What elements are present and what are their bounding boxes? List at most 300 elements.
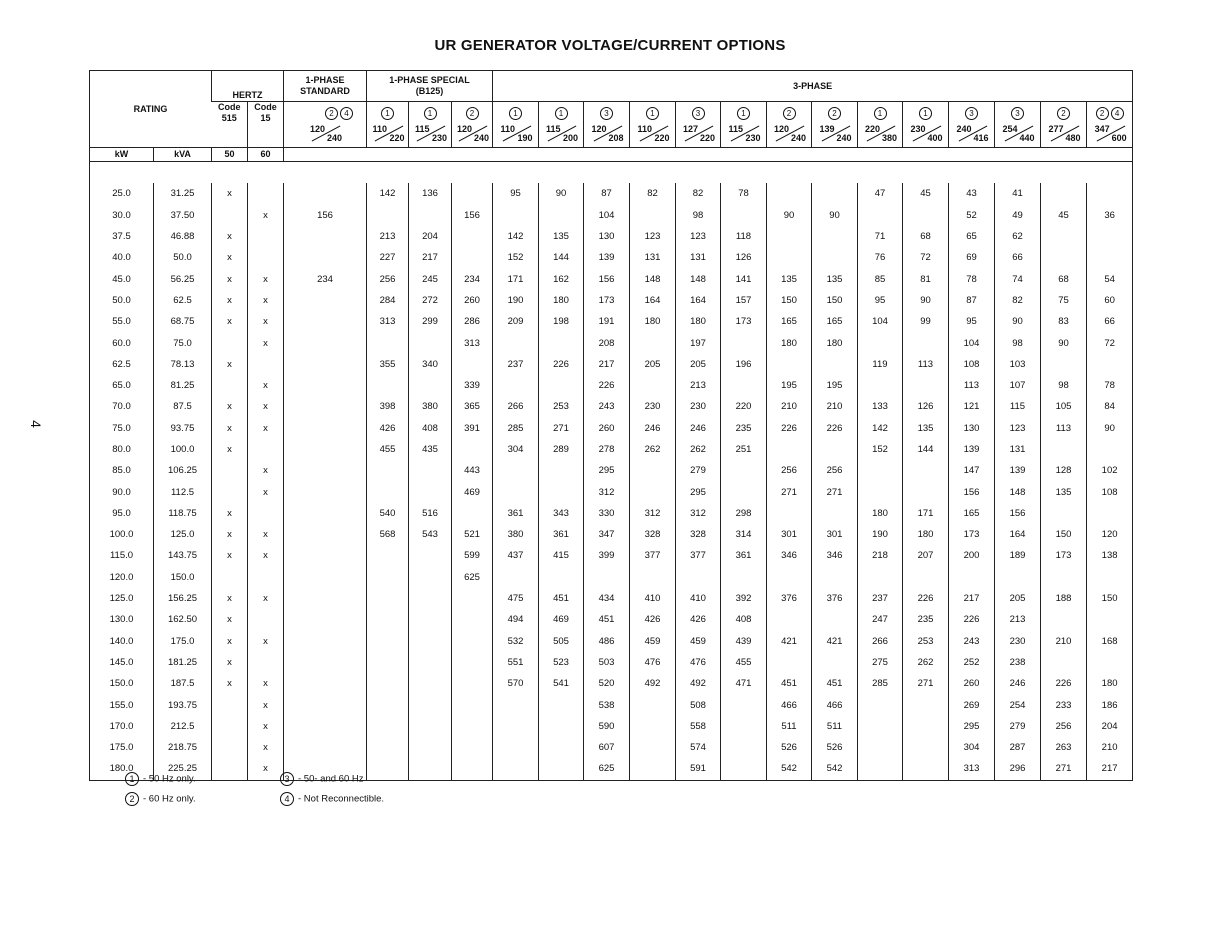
current-cell: 136 — [409, 183, 452, 204]
hertz-cell: x — [248, 524, 284, 545]
voltage-line-to-neutral: 139 — [819, 124, 835, 134]
current-cell: 503 — [584, 652, 630, 673]
current-cell: 541 — [539, 673, 584, 694]
kw-cell: 115.0 — [109, 550, 134, 562]
hertz-cell: x — [248, 545, 284, 566]
current-cell: 237 — [493, 354, 539, 375]
current-cell — [1087, 247, 1133, 268]
current-cell: 226 — [539, 354, 584, 375]
voltage-header — [1041, 124, 1087, 148]
hertz-cell: x — [248, 290, 284, 311]
kva-cell: 212.5 — [154, 716, 212, 737]
current-cell: 365 — [452, 396, 493, 417]
current-cell — [493, 205, 539, 226]
current-cell — [284, 354, 367, 375]
current-cell: 230 — [630, 396, 676, 417]
hertz-cell — [212, 332, 248, 353]
current-cell — [858, 737, 903, 758]
current-cell: 217 — [949, 588, 995, 609]
current-cell: 285 — [493, 418, 539, 439]
current-cell — [812, 247, 858, 268]
hertz-cell — [212, 481, 248, 502]
current-cell — [721, 694, 767, 715]
table-row — [90, 247, 1133, 268]
current-cell: 590 — [584, 716, 630, 737]
current-cell — [452, 439, 493, 460]
hertz-cell: x — [248, 588, 284, 609]
current-cell — [539, 460, 584, 481]
current-cell — [493, 460, 539, 481]
voltage-line-to-neutral: 115 — [415, 124, 430, 134]
current-cell: 191 — [584, 311, 630, 332]
current-cell: 126 — [903, 396, 949, 417]
current-cell: 238 — [995, 652, 1041, 673]
current-cell: 123 — [995, 418, 1041, 439]
current-cell: 459 — [676, 631, 721, 652]
current-cell: 180 — [812, 332, 858, 353]
current-cell: 421 — [812, 631, 858, 652]
current-cell — [1041, 609, 1087, 630]
current-cell: 148 — [676, 268, 721, 289]
hertz-cell — [212, 460, 248, 481]
current-cell: 200 — [949, 545, 995, 566]
current-cell: 245 — [409, 268, 452, 289]
current-cell: 451 — [812, 673, 858, 694]
note-4-icon: 4 — [280, 792, 294, 806]
current-cell: 234 — [284, 268, 367, 289]
current-cell: 262 — [903, 652, 949, 673]
table-row — [90, 503, 1133, 524]
hertz-cell: x — [212, 652, 248, 673]
current-cell: 102 — [1087, 460, 1133, 481]
hertz-cell — [212, 737, 248, 758]
kw-cell: 25.0 — [112, 188, 131, 200]
kw-cell: 130.0 — [109, 614, 134, 626]
voltage-line-to-line: 240 — [836, 133, 852, 143]
current-cell — [367, 545, 409, 566]
current-cell — [721, 375, 767, 396]
hertz-cell — [248, 652, 284, 673]
current-cell: 526 — [812, 737, 858, 758]
current-cell — [539, 567, 584, 588]
current-cell: 104 — [949, 332, 995, 353]
current-cell — [903, 375, 949, 396]
voltage-line-to-neutral: 120 — [310, 124, 326, 134]
current-cell: 133 — [858, 396, 903, 417]
current-cell — [1087, 609, 1133, 630]
hertz-cell: x — [248, 694, 284, 715]
table-row — [90, 481, 1133, 502]
current-cell — [812, 354, 858, 375]
kva-cell: 50.0 — [154, 247, 212, 268]
voltage-line-to-line: 240 — [790, 133, 806, 143]
current-cell — [630, 716, 676, 737]
current-cell — [1041, 503, 1087, 524]
current-cell: 410 — [676, 588, 721, 609]
note-2-icon: 2 — [1096, 107, 1109, 120]
voltage-line-to-neutral: 240 — [956, 124, 972, 134]
current-cell — [812, 609, 858, 630]
hertz-cell: x — [248, 673, 284, 694]
kw-cell: 85.0 — [112, 465, 131, 477]
current-cell — [767, 503, 812, 524]
current-cell: 492 — [630, 673, 676, 694]
kva-cell: 112.5 — [154, 481, 212, 502]
current-cell — [284, 311, 367, 332]
current-cell: 377 — [630, 545, 676, 566]
current-cell: 126 — [721, 247, 767, 268]
kw-cell: 60.0 — [112, 337, 131, 349]
current-cell — [284, 439, 367, 460]
current-cell: 113 — [949, 375, 995, 396]
current-cell — [539, 716, 584, 737]
current-cell: 210 — [812, 396, 858, 417]
kw-cell: 125.0 — [109, 593, 134, 605]
current-cell: 135 — [539, 226, 584, 247]
table-row — [90, 631, 1133, 652]
current-cell: 82 — [995, 290, 1041, 311]
table-row — [90, 716, 1133, 737]
hertz-cell — [212, 567, 248, 588]
current-cell: 226 — [949, 609, 995, 630]
hertz-cell: x — [248, 268, 284, 289]
current-cell — [367, 567, 409, 588]
current-cell — [949, 567, 995, 588]
current-cell: 377 — [676, 545, 721, 566]
table-row — [90, 183, 1133, 204]
kw-cell: 75.0 — [112, 422, 131, 434]
current-cell: 180 — [630, 311, 676, 332]
current-cell: 65 — [949, 226, 995, 247]
hertz-cell — [248, 439, 284, 460]
current-cell: 148 — [630, 268, 676, 289]
current-cell: 130 — [584, 226, 630, 247]
kva-cell: 56.25 — [154, 268, 212, 289]
current-cell: 220 — [721, 396, 767, 417]
current-cell: 508 — [676, 694, 721, 715]
current-cell: 246 — [676, 418, 721, 439]
kw-cell: 70.0 — [112, 401, 131, 413]
current-cell: 607 — [584, 737, 630, 758]
current-cell: 131 — [630, 247, 676, 268]
hertz-cell: x — [212, 311, 248, 332]
note-3-icon: 3 — [600, 107, 613, 120]
kw-cell: 180.0 — [109, 763, 134, 775]
current-cell — [493, 567, 539, 588]
current-cell: 271 — [903, 673, 949, 694]
voltage-header — [767, 124, 812, 148]
current-cell: 210 — [1087, 737, 1133, 758]
current-cell: 68 — [1041, 268, 1087, 289]
current-cell: 83 — [1041, 311, 1087, 332]
current-cell — [1041, 354, 1087, 375]
note-2-icon: 2 — [466, 107, 479, 120]
current-cell — [284, 396, 367, 417]
kw-cell: 62.5 — [112, 358, 131, 370]
current-cell: 542 — [812, 758, 858, 780]
table-row — [90, 545, 1133, 566]
current-cell: 492 — [676, 673, 721, 694]
voltage-line-to-line: 240 — [473, 133, 489, 143]
hertz-cell: x — [212, 673, 248, 694]
current-cell: 113 — [1041, 418, 1087, 439]
current-cell: 551 — [493, 652, 539, 673]
current-cell — [493, 716, 539, 737]
current-cell: 95 — [949, 311, 995, 332]
current-cell: 131 — [995, 439, 1041, 460]
current-cell — [409, 332, 452, 353]
current-cell: 286 — [452, 311, 493, 332]
voltage-note-cell — [858, 102, 903, 125]
current-cell: 49 — [995, 205, 1041, 226]
current-cell — [367, 588, 409, 609]
current-cell: 180 — [676, 311, 721, 332]
current-cell: 60 — [1087, 290, 1133, 311]
table-row — [90, 439, 1133, 460]
current-cell — [539, 758, 584, 780]
current-cell: 156 — [995, 503, 1041, 524]
current-cell — [812, 567, 858, 588]
current-cell — [409, 545, 452, 566]
current-cell — [284, 247, 367, 268]
kva-cell: 37.50 — [154, 205, 212, 226]
current-cell: 256 — [812, 460, 858, 481]
current-cell — [767, 183, 812, 204]
current-cell: 516 — [409, 503, 452, 524]
table-row — [90, 609, 1133, 630]
current-cell: 87 — [949, 290, 995, 311]
voltage-note-cell — [812, 102, 858, 125]
kva-cell: 193.75 — [154, 694, 212, 715]
current-cell — [284, 503, 367, 524]
current-cell — [409, 567, 452, 588]
table-row — [90, 737, 1133, 758]
current-cell: 171 — [903, 503, 949, 524]
current-cell: 157 — [721, 290, 767, 311]
current-cell — [1087, 567, 1133, 588]
current-cell: 256 — [367, 268, 409, 289]
hertz-cell: x — [212, 268, 248, 289]
current-cell: 156 — [452, 205, 493, 226]
voltage-note-cell — [903, 102, 949, 125]
current-cell — [812, 652, 858, 673]
current-cell: 69 — [949, 247, 995, 268]
kw-cell: 65.0 — [112, 380, 131, 392]
current-cell: 217 — [584, 354, 630, 375]
current-cell: 410 — [630, 588, 676, 609]
current-cell: 99 — [903, 311, 949, 332]
current-cell: 312 — [630, 503, 676, 524]
current-cell: 271 — [1041, 758, 1087, 780]
kw-cell: 40.0 — [112, 252, 131, 264]
current-cell: 469 — [452, 481, 493, 502]
current-cell: 346 — [812, 545, 858, 566]
hertz-cell: x — [248, 311, 284, 332]
kva-cell: 187.5 — [154, 673, 212, 694]
current-cell — [1087, 439, 1133, 460]
current-cell: 165 — [949, 503, 995, 524]
hertz-cell — [248, 503, 284, 524]
voltage-line-to-line: 440 — [1019, 133, 1035, 143]
current-cell: 173 — [721, 311, 767, 332]
current-cell: 235 — [903, 609, 949, 630]
current-cell: 415 — [539, 545, 584, 566]
table-row — [90, 758, 1133, 780]
current-cell: 141 — [721, 268, 767, 289]
note-3-icon: 3 — [280, 772, 294, 786]
current-cell — [858, 758, 903, 780]
current-cell: 95 — [858, 290, 903, 311]
kva-cell: 46.88 — [154, 226, 212, 247]
current-cell: 599 — [452, 545, 493, 566]
note-1-icon: 1 — [555, 107, 568, 120]
current-cell — [1087, 503, 1133, 524]
table-row — [90, 694, 1133, 715]
current-cell — [630, 758, 676, 780]
voltage-line-to-neutral: 220 — [865, 124, 881, 134]
current-cell: 380 — [493, 524, 539, 545]
current-cell: 392 — [721, 588, 767, 609]
voltage-line-to-line: 480 — [1065, 133, 1081, 143]
current-cell — [903, 460, 949, 481]
current-cell: 205 — [676, 354, 721, 375]
current-cell: 98 — [1041, 375, 1087, 396]
current-cell: 142 — [858, 418, 903, 439]
current-cell — [767, 609, 812, 630]
kw-cell: 95.0 — [112, 507, 131, 519]
hertz-cell: x — [248, 631, 284, 652]
current-cell — [452, 226, 493, 247]
voltage-note-cell — [284, 102, 367, 125]
current-cell: 168 — [1087, 631, 1133, 652]
hertz-cell — [212, 694, 248, 715]
current-cell: 43 — [949, 183, 995, 204]
kw-cell: 100.0 — [109, 529, 134, 541]
voltage-line-to-neutral: 115 — [728, 124, 744, 134]
current-cell — [539, 694, 584, 715]
note-1-icon: 1 — [919, 107, 932, 120]
current-cell: 230 — [995, 631, 1041, 652]
current-cell — [539, 375, 584, 396]
current-cell — [284, 418, 367, 439]
note-3-icon: 3 — [1011, 107, 1024, 120]
voltage-line-to-neutral: 120 — [457, 124, 473, 134]
current-cell — [903, 332, 949, 353]
current-cell — [409, 737, 452, 758]
current-cell: 205 — [630, 354, 676, 375]
current-cell: 263 — [1041, 737, 1087, 758]
current-cell — [630, 332, 676, 353]
hz-60-header: 60 — [248, 148, 284, 162]
current-cell: 625 — [452, 567, 493, 588]
hertz-cell — [248, 609, 284, 630]
hertz-cell: x — [248, 481, 284, 502]
hertz-cell: x — [248, 758, 284, 780]
hertz-cell: x — [212, 545, 248, 566]
current-cell: 90 — [812, 205, 858, 226]
current-cell: 108 — [1087, 481, 1133, 502]
current-cell: 147 — [949, 460, 995, 481]
current-cell: 226 — [812, 418, 858, 439]
current-cell — [284, 567, 367, 588]
table-row — [90, 396, 1133, 417]
current-cell — [903, 716, 949, 737]
kva-cell: 31.25 — [154, 183, 212, 204]
current-cell: 234 — [452, 268, 493, 289]
current-cell — [767, 226, 812, 247]
current-cell — [539, 737, 584, 758]
voltage-header — [452, 124, 493, 148]
current-cell — [539, 332, 584, 353]
voltage-line-to-neutral: 347 — [1094, 124, 1110, 134]
current-cell: 62 — [995, 226, 1041, 247]
hertz-cell — [248, 226, 284, 247]
current-cell: 439 — [721, 631, 767, 652]
current-cell: 226 — [903, 588, 949, 609]
voltage-line-to-line: 200 — [562, 133, 578, 143]
current-cell: 540 — [367, 503, 409, 524]
current-cell: 340 — [409, 354, 452, 375]
table-row — [90, 205, 1133, 226]
current-cell: 233 — [1041, 694, 1087, 715]
current-cell: 574 — [676, 737, 721, 758]
current-cell — [367, 460, 409, 481]
voltage-line-to-neutral: 277 — [1048, 124, 1064, 134]
current-cell — [367, 737, 409, 758]
table-row — [90, 332, 1133, 353]
note-2-icon: 2 — [325, 107, 338, 120]
voltage-line-to-line: 400 — [927, 133, 943, 143]
kw-cell: 145.0 — [109, 656, 134, 668]
current-cell: 312 — [676, 503, 721, 524]
current-cell: 471 — [721, 673, 767, 694]
voltage-line-to-line: 416 — [973, 133, 989, 143]
table-row — [90, 567, 1133, 588]
current-cell: 476 — [630, 652, 676, 673]
kw-cell: 170.0 — [109, 720, 134, 732]
voltage-note-cell — [630, 102, 676, 125]
current-cell — [858, 716, 903, 737]
hertz-cell: x — [212, 439, 248, 460]
current-cell — [409, 375, 452, 396]
current-cell: 135 — [903, 418, 949, 439]
current-cell: 459 — [630, 631, 676, 652]
current-cell — [1087, 183, 1133, 204]
current-cell: 520 — [584, 673, 630, 694]
current-cell: 451 — [767, 673, 812, 694]
current-cell: 398 — [367, 396, 409, 417]
current-cell: 271 — [812, 481, 858, 502]
note-2-icon: 2 — [783, 107, 796, 120]
current-cell: 190 — [858, 524, 903, 545]
legend-item-2: 2 - 60 Hz only. — [124, 792, 196, 806]
note-2-icon: 2 — [828, 107, 841, 120]
voltage-line-to-line: 220 — [699, 133, 715, 143]
hertz-cell: x — [248, 375, 284, 396]
current-cell: 301 — [812, 524, 858, 545]
voltage-line-to-line: 190 — [517, 133, 533, 143]
current-cell: 313 — [367, 311, 409, 332]
current-cell: 107 — [995, 375, 1041, 396]
current-cell: 195 — [767, 375, 812, 396]
current-cell: 120 — [1087, 524, 1133, 545]
current-cell: 542 — [767, 758, 812, 780]
note-1-icon: 1 — [125, 772, 139, 786]
current-cell: 195 — [812, 375, 858, 396]
phase1-special-header: 1-PHASE SPECIAL (B125) — [367, 71, 493, 102]
voltage-note-cell — [367, 102, 409, 125]
hertz-cell: x — [248, 737, 284, 758]
